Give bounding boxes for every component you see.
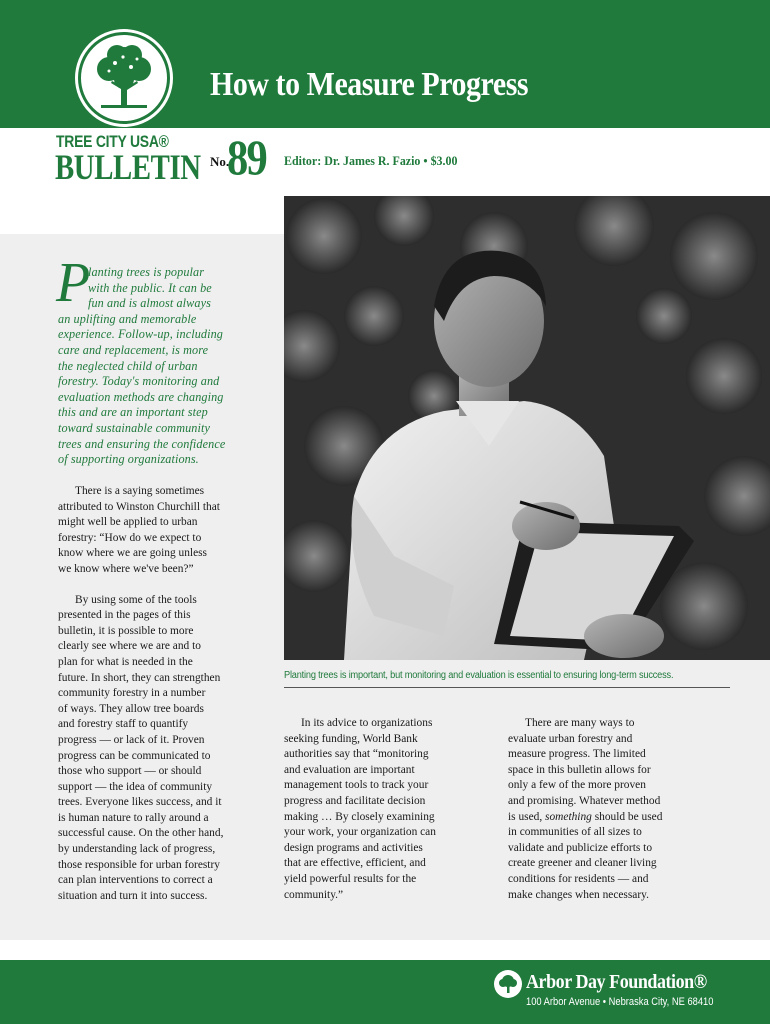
- tree-city-usa-logo: [78, 32, 170, 124]
- body-line: and promising. Whatever method: [508, 794, 661, 807]
- body-line: In its advice to organizations: [301, 717, 433, 729]
- brand-name: TREE CITY USA®: [56, 132, 169, 151]
- body-line: authorities say that “monitoring: [284, 748, 429, 761]
- arbor-day-tree-icon: [497, 973, 519, 995]
- body-line: clearly see where we are and to: [58, 640, 201, 653]
- body-line: yield powerful results for the: [284, 872, 417, 885]
- brand-bulletin: BULLETIN: [55, 147, 201, 187]
- body-line: space in this bulletin allows for: [508, 763, 651, 776]
- body-line: we know where we've been?”: [58, 562, 194, 575]
- issue-number: 89: [227, 129, 267, 185]
- body-line: know where we are going unless: [58, 547, 207, 560]
- body-line: community forestry in a number: [58, 687, 206, 700]
- body-line: make changes when necessary.: [508, 888, 649, 901]
- body-line: is human nature to rally around a: [58, 811, 209, 824]
- body-line: can plan interventions to correct a: [58, 874, 213, 887]
- column-3: [508, 716, 714, 903]
- body-line: situation and turn it into success.: [58, 889, 208, 902]
- intro-line: an uplifting and memorable: [58, 311, 197, 326]
- photo-man-writing: [284, 196, 770, 660]
- body-line: support — the idea of community: [58, 780, 213, 793]
- column-1: [58, 484, 264, 904]
- organization-address: 100 Arbor Avenue • Nebraska City, NE 68410: [526, 996, 714, 1008]
- body-line: measure progress. The limited: [508, 748, 646, 761]
- body-line: There is a saying sometimes: [75, 485, 205, 497]
- body-line: By using some of the tools: [75, 593, 197, 606]
- body-line: progress — or lack of it. Proven: [58, 733, 205, 746]
- body-line: management tools to track your: [284, 779, 429, 792]
- body-line: your work, your organization can: [284, 826, 436, 839]
- body-line: forestry: “How do we expect to: [58, 531, 202, 544]
- body-line: only a few of the more proven: [508, 779, 646, 792]
- body-line: community.”: [284, 888, 344, 901]
- body-line: attributed to Winston Churchill that: [58, 500, 220, 513]
- body-line: progress and facilitate decision: [284, 794, 426, 807]
- body-line: design programs and activities: [284, 841, 423, 854]
- body-line: making … By closely examining: [284, 810, 435, 823]
- intro-line: trees and ensuring the confidence: [58, 436, 226, 451]
- body-line: seeking funding, World Bank: [284, 732, 418, 745]
- intro-line: evaluation methods are changing: [58, 389, 224, 404]
- drop-cap: P: [56, 252, 91, 314]
- photo-caption: Planting trees is important, but monitoring and evaluation is essential to ensuring long-term success.: [284, 670, 674, 681]
- body-line: might well be applied to urban: [58, 516, 198, 529]
- body-line: and forestry staff to quantify: [58, 718, 189, 731]
- column-2: [284, 716, 490, 903]
- caption-divider: [284, 687, 730, 688]
- emphasis-text: something: [545, 810, 592, 823]
- intro-line: experience. Follow-up, including: [58, 327, 223, 342]
- organization-name: Arbor Day Foundation®: [526, 971, 707, 993]
- body-line: [508, 810, 714, 826]
- intro-line: this and are an important step: [58, 405, 208, 420]
- body-line: successful cause. On the other hand,: [58, 827, 224, 840]
- body-line: those responsible for urban forestry: [58, 858, 220, 871]
- intro-line: the neglected child of urban: [58, 358, 198, 373]
- intro-line: care and replacement, is more: [58, 342, 209, 357]
- paragraph-gap: [58, 578, 264, 593]
- body-line: and evaluation are important: [284, 763, 415, 776]
- body-line: presented in the pages of this: [58, 609, 191, 622]
- arbor-day-logo: [494, 970, 522, 998]
- tree-logo-icon: [87, 39, 161, 117]
- body-line: plan for what is needed in the: [58, 655, 193, 668]
- body-line: bulletin, it is possible to more: [58, 624, 194, 637]
- intro-line: toward sustainable community: [58, 420, 210, 435]
- intro-paragraph: [58, 265, 256, 468]
- body-line: conditions for residents — and: [508, 872, 649, 885]
- body-line: evaluate urban forestry and: [508, 732, 633, 745]
- body-line: future. In short, they can strengthen: [58, 671, 221, 684]
- body-line: create greener and cleaner living: [508, 857, 657, 870]
- intro-line: lanting trees is popular: [88, 265, 205, 279]
- body-text: should be used: [591, 810, 663, 823]
- intro-line: fun and is almost always: [88, 296, 211, 311]
- body-line: validate and publicize efforts to: [508, 841, 653, 854]
- body-line: of ways. They allow tree boards: [58, 702, 204, 715]
- body-text: is used,: [508, 810, 546, 823]
- body-line: trees. Everyone likes success, and it: [58, 796, 222, 809]
- body-line: There are many ways to: [525, 717, 635, 729]
- body-line: in communities of all sizes to: [508, 826, 642, 839]
- body-line: those who support — or should: [58, 765, 202, 778]
- body-line: that are effective, efficient, and: [284, 857, 426, 870]
- intro-line: of supporting organizations.: [58, 452, 199, 467]
- intro-line: with the public. It can be: [88, 280, 212, 295]
- body-line: progress can be communicated to: [58, 749, 211, 762]
- page-title: How to Measure Progress: [210, 66, 529, 103]
- editor-price-line: Editor: Dr. James R. Fazio • $3.00: [284, 153, 458, 168]
- intro-line: forestry. Today's monitoring and: [58, 374, 220, 389]
- body-line: by understanding lack of progress,: [58, 843, 216, 856]
- issue-number-label: No.: [210, 154, 230, 169]
